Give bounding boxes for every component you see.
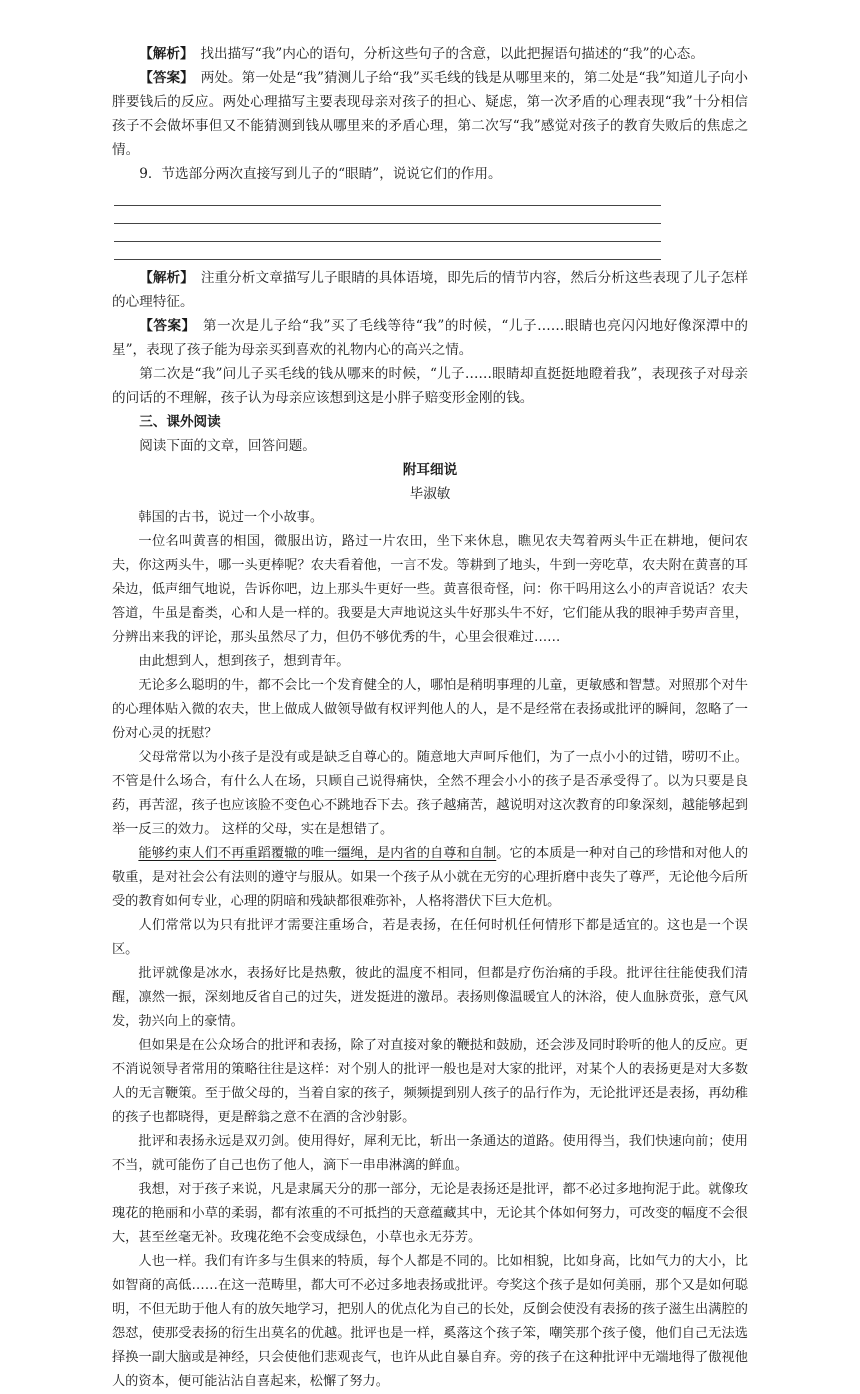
- article-paragraph: 批评和表扬永远是双刃剑。使用得好，犀利无比，斩出一条通达的道路。使用得当，我们快速向前；使用不当，就可能伤了自己也伤了他人，滴下一串串淋漓的鲜血。: [112, 1134, 748, 1173]
- article-paragraph: 批评就像是冰水，表扬好比是热敷，彼此的温度不相同，但都是疗伤治痛的手段。批评往往能使我们清醒，凛然一振，深刻地反省自己的过失，迸发挺进的激昂。表扬则像温暖宜人的沐浴，使人血脉贲张，意气风发，勃兴向上的豪情。: [112, 966, 748, 1029]
- article-body: [112, 506, 748, 1394]
- section-heading: 三、课外阅读: [139, 414, 221, 430]
- article-title: 附耳细说: [402, 462, 458, 478]
- answer-label: 【答案】: [139, 318, 189, 334]
- article-paragraph: 人也一样。我们有许多与生俱来的特质，每个人都是不同的。比如相貌，比如身高，比如气力的大小，比如智商的高低……在这一范畴里，都大可不必过多地表扬或批评。夸奖这个孩子是如何美丽，那个又是如何聪明，不但无助于他人有的放矢地学习，把别人的优点化为自己的长处，反倒会使没有表扬的孩子滋生出满腔的怨怼，使那受表扬的衍生出莫名的优越。批评也是一样，奚落这个孩子笨，嘲笑那个孩子傻，他们自己无法选择换一副大脑或是神经，只会使他们悲观丧气，也许从此自暴自弃。旁的孩子在这种批评中无端地得了傲视他人的资本，便可能沾沾自喜起来，松懈了努力。: [112, 1254, 748, 1389]
- article-paragraph: [112, 842, 748, 914]
- blank-line: [114, 242, 661, 260]
- blank-line: [114, 188, 661, 206]
- article-author: 毕淑敏: [409, 486, 451, 502]
- answer-label: 【答案】: [139, 70, 188, 86]
- article-paragraph: 父母常常以为小孩子是没有或是缺乏自尊心的。随意地大声呵斥他们，为了一点小小的过错，唠叨不止。不管是什么场合，有什么人在场，只顾自己说得痛快，全然不理会小小的孩子是否承受得了。以为只要是良药，再苦涩，孩子也应该脸不变色心不跳地吞下去。孩子越痛苦，越说明对这次教育的印象深刻，越能够起到举一反三的效力。 这样的父母，实在是想错了。: [112, 750, 748, 837]
- analysis-2: [112, 266, 748, 314]
- answer-2-second: 第二次是“我”问儿子买毛线的钱从哪来的时候，“儿子……眼睛却直挺挺地瞪着我”，表现孩子对母亲的问话的不理解，孩子认为母亲应该想到这是小胖子赔变形金刚的钱。: [112, 366, 748, 406]
- analysis-1: [112, 42, 748, 66]
- answer-text: 第一次是儿子给“我”买了毛线等待“我”的时候，“儿子……眼睛也亮闪闪地好像深潭中的星”，表现了孩子能为母亲买到喜欢的礼物内心的高兴之情。: [112, 318, 749, 358]
- reading-instruction: 阅读下面的文章，回答问题。: [139, 438, 316, 454]
- article-paragraph: 我想，对于孩子来说，凡是隶属天分的那一部分，无论是表扬还是批评，都不必过多地拘泥于此。就像玫瑰花的艳丽和小草的柔弱，都有浓重的不可抵挡的天意蕴藏其中，无论其个体如何努力，可改变的幅度不会很大，甚至丝毫无补。玫瑰花绝不会变成绿色，小草也永无芬芳。: [112, 1182, 748, 1245]
- article-paragraph: 由此想到人，想到孩子，想到青年。: [138, 654, 350, 669]
- answer-2: [112, 314, 748, 362]
- article-paragraph: 韩国的古书，说过一个小故事。: [138, 510, 324, 525]
- analysis-label: 【解析】: [139, 270, 188, 286]
- question-9: 9．节选部分两次直接写到儿子的“眼睛”，说说它们的作用。: [139, 166, 502, 182]
- article-paragraph: 无论多么聪明的牛，都不会比一个发育健全的人，哪怕是稍明事理的儿童，更敏感和智慧。对照那个对牛的心理体贴入微的农夫，世上做成人做领导做有权评判他人的人，是不是经常在表扬或批评的瞬间，忽略了一份对心灵的抚慰？: [112, 678, 748, 741]
- blank-line: [114, 224, 661, 242]
- blank-line: [114, 206, 661, 224]
- answer-blank-lines: [112, 188, 748, 260]
- paragraph-rest: 。它的本质是一种对自己的珍惜和对他人的敬重，是对社会公有法则的遵守与服从。如果一个孩子从小就在无穷的心理折磨中丧失了尊严，无论他今后所受的教育如何专业，心理的阴暗和残缺都很难弥补，人格将潜伏下巨大危机。: [112, 846, 749, 909]
- underlined-sentence: 能够约束人们不再重蹈覆辙的唯一缰绳，是内省的自尊和自制: [138, 846, 497, 861]
- analysis-text: 注重分析文章描写儿子眼睛的具体语境，即先后的情节内容，然后分析这些表现了儿子怎样的心理特征。: [112, 270, 749, 310]
- article-paragraph: 一位名叫黄喜的相国，微服出访，路过一片农田，坐下来休息，瞧见农夫驾着两头牛正在耕地，便问农夫，你这两头牛，哪一头更棒呢？农夫看着他，一言不发。等耕到了地头，牛到一旁吃草，农夫附在黄喜的耳朵边，低声细气地说，告诉你吧，边上那头牛更好一些。黄喜很奇怪，问：你干吗用这么小的声音说话？农夫答道，牛虽是畜类，心和人是一样的。我要是大声地说这头牛好那头牛不好，它们能从我的眼神手势声音里，分辨出来我的评论，那头虽然尽了力，但仍不够优秀的牛，心里会很难过……: [112, 534, 748, 645]
- article-paragraph: 人们常常以为只有批评才需要注重场合，若是表扬，在任何时机任何情形下都是适宜的。这也是一个误区。: [112, 918, 748, 957]
- article-paragraph: 但如果是在公众场合的批评和表扬，除了对直接对象的鞭挞和鼓励，还会涉及同时聆听的他人的反应。更不消说领导者常用的策略往往是这样：对个别人的批评一般也是对大家的批评，对某个人的表扬更是对大多数人的无言鞭策。至于做父母的，当着自家的孩子，频频提到别人孩子的品行作为，无论批评还是表扬，再幼稚的孩子也都晓得，更是醉翁之意不在酒的含沙射影。: [112, 1038, 748, 1125]
- answer-text: 两处。第一处是“我”猜测儿子给“我”买毛线的钱是从哪里来的，第二处是“我”知道儿子向小胖要钱后的反应。两处心理描写主要表现母亲对孩子的担心、疑虑，第一次矛盾的心理表现“我”十分相信孩子不会做坏事但又不能猜测到钱从哪里来的矛盾心理，第二次写“我”感觉对孩子的教育失败后的焦虑之情。: [112, 70, 749, 158]
- answer-1: [112, 66, 748, 162]
- analysis-label: 【解析】: [139, 46, 187, 62]
- analysis-text: 找出描写“我”内心的语句，分析这些句子的含意，以此把握语句描述的“我”的心态。: [200, 46, 704, 62]
